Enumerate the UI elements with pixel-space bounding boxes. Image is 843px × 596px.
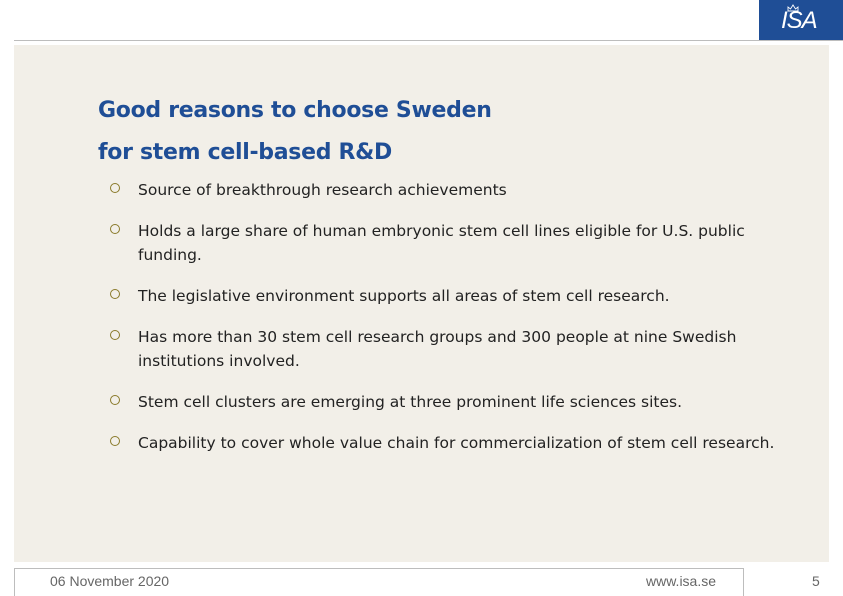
bullet-item xyxy=(108,284,798,308)
bullet-text: Capability to cover whole value chain for commercialization of stem cell research. xyxy=(138,434,775,452)
footer-url: www.isa.se xyxy=(646,573,717,589)
bullet-ring-icon xyxy=(110,330,120,340)
page-number: 5 xyxy=(812,573,820,589)
isa-logo xyxy=(759,0,843,40)
bullet-ring-icon xyxy=(110,224,120,234)
bullet-text: Stem cell clusters are emerging at three prominent life sciences sites. xyxy=(138,393,683,411)
bullet-ring-icon xyxy=(110,183,120,193)
title-line-1: Good reasons to choose Sweden xyxy=(98,98,492,123)
bullet-text: Holds a large share of human embryonic stem cell lines eligible for U.S. public funding. xyxy=(138,222,745,264)
bullet-item xyxy=(108,178,798,202)
bullet-text: Has more than 30 stem cell research groups and 300 people at nine Swedish institutions involved. xyxy=(138,328,737,370)
bullet-text: Source of breakthrough research achievements xyxy=(138,181,507,199)
bullet-item xyxy=(108,431,798,455)
logo-text: ISA xyxy=(781,7,817,34)
bullet-ring-icon xyxy=(110,436,120,446)
bullet-item xyxy=(108,325,798,373)
bullet-text: The legislative environment supports all areas of stem cell research. xyxy=(138,287,670,305)
bullet-ring-icon xyxy=(110,395,120,405)
bullet-item xyxy=(108,390,798,414)
bullet-item xyxy=(108,219,798,267)
slide-title xyxy=(98,90,492,174)
bullet-ring-icon xyxy=(110,289,120,299)
bullet-list xyxy=(108,178,798,455)
footer-date: 06 November 2020 xyxy=(50,573,170,589)
title-line-2: for stem cell-based R&D xyxy=(98,140,392,165)
header-divider xyxy=(14,40,843,41)
